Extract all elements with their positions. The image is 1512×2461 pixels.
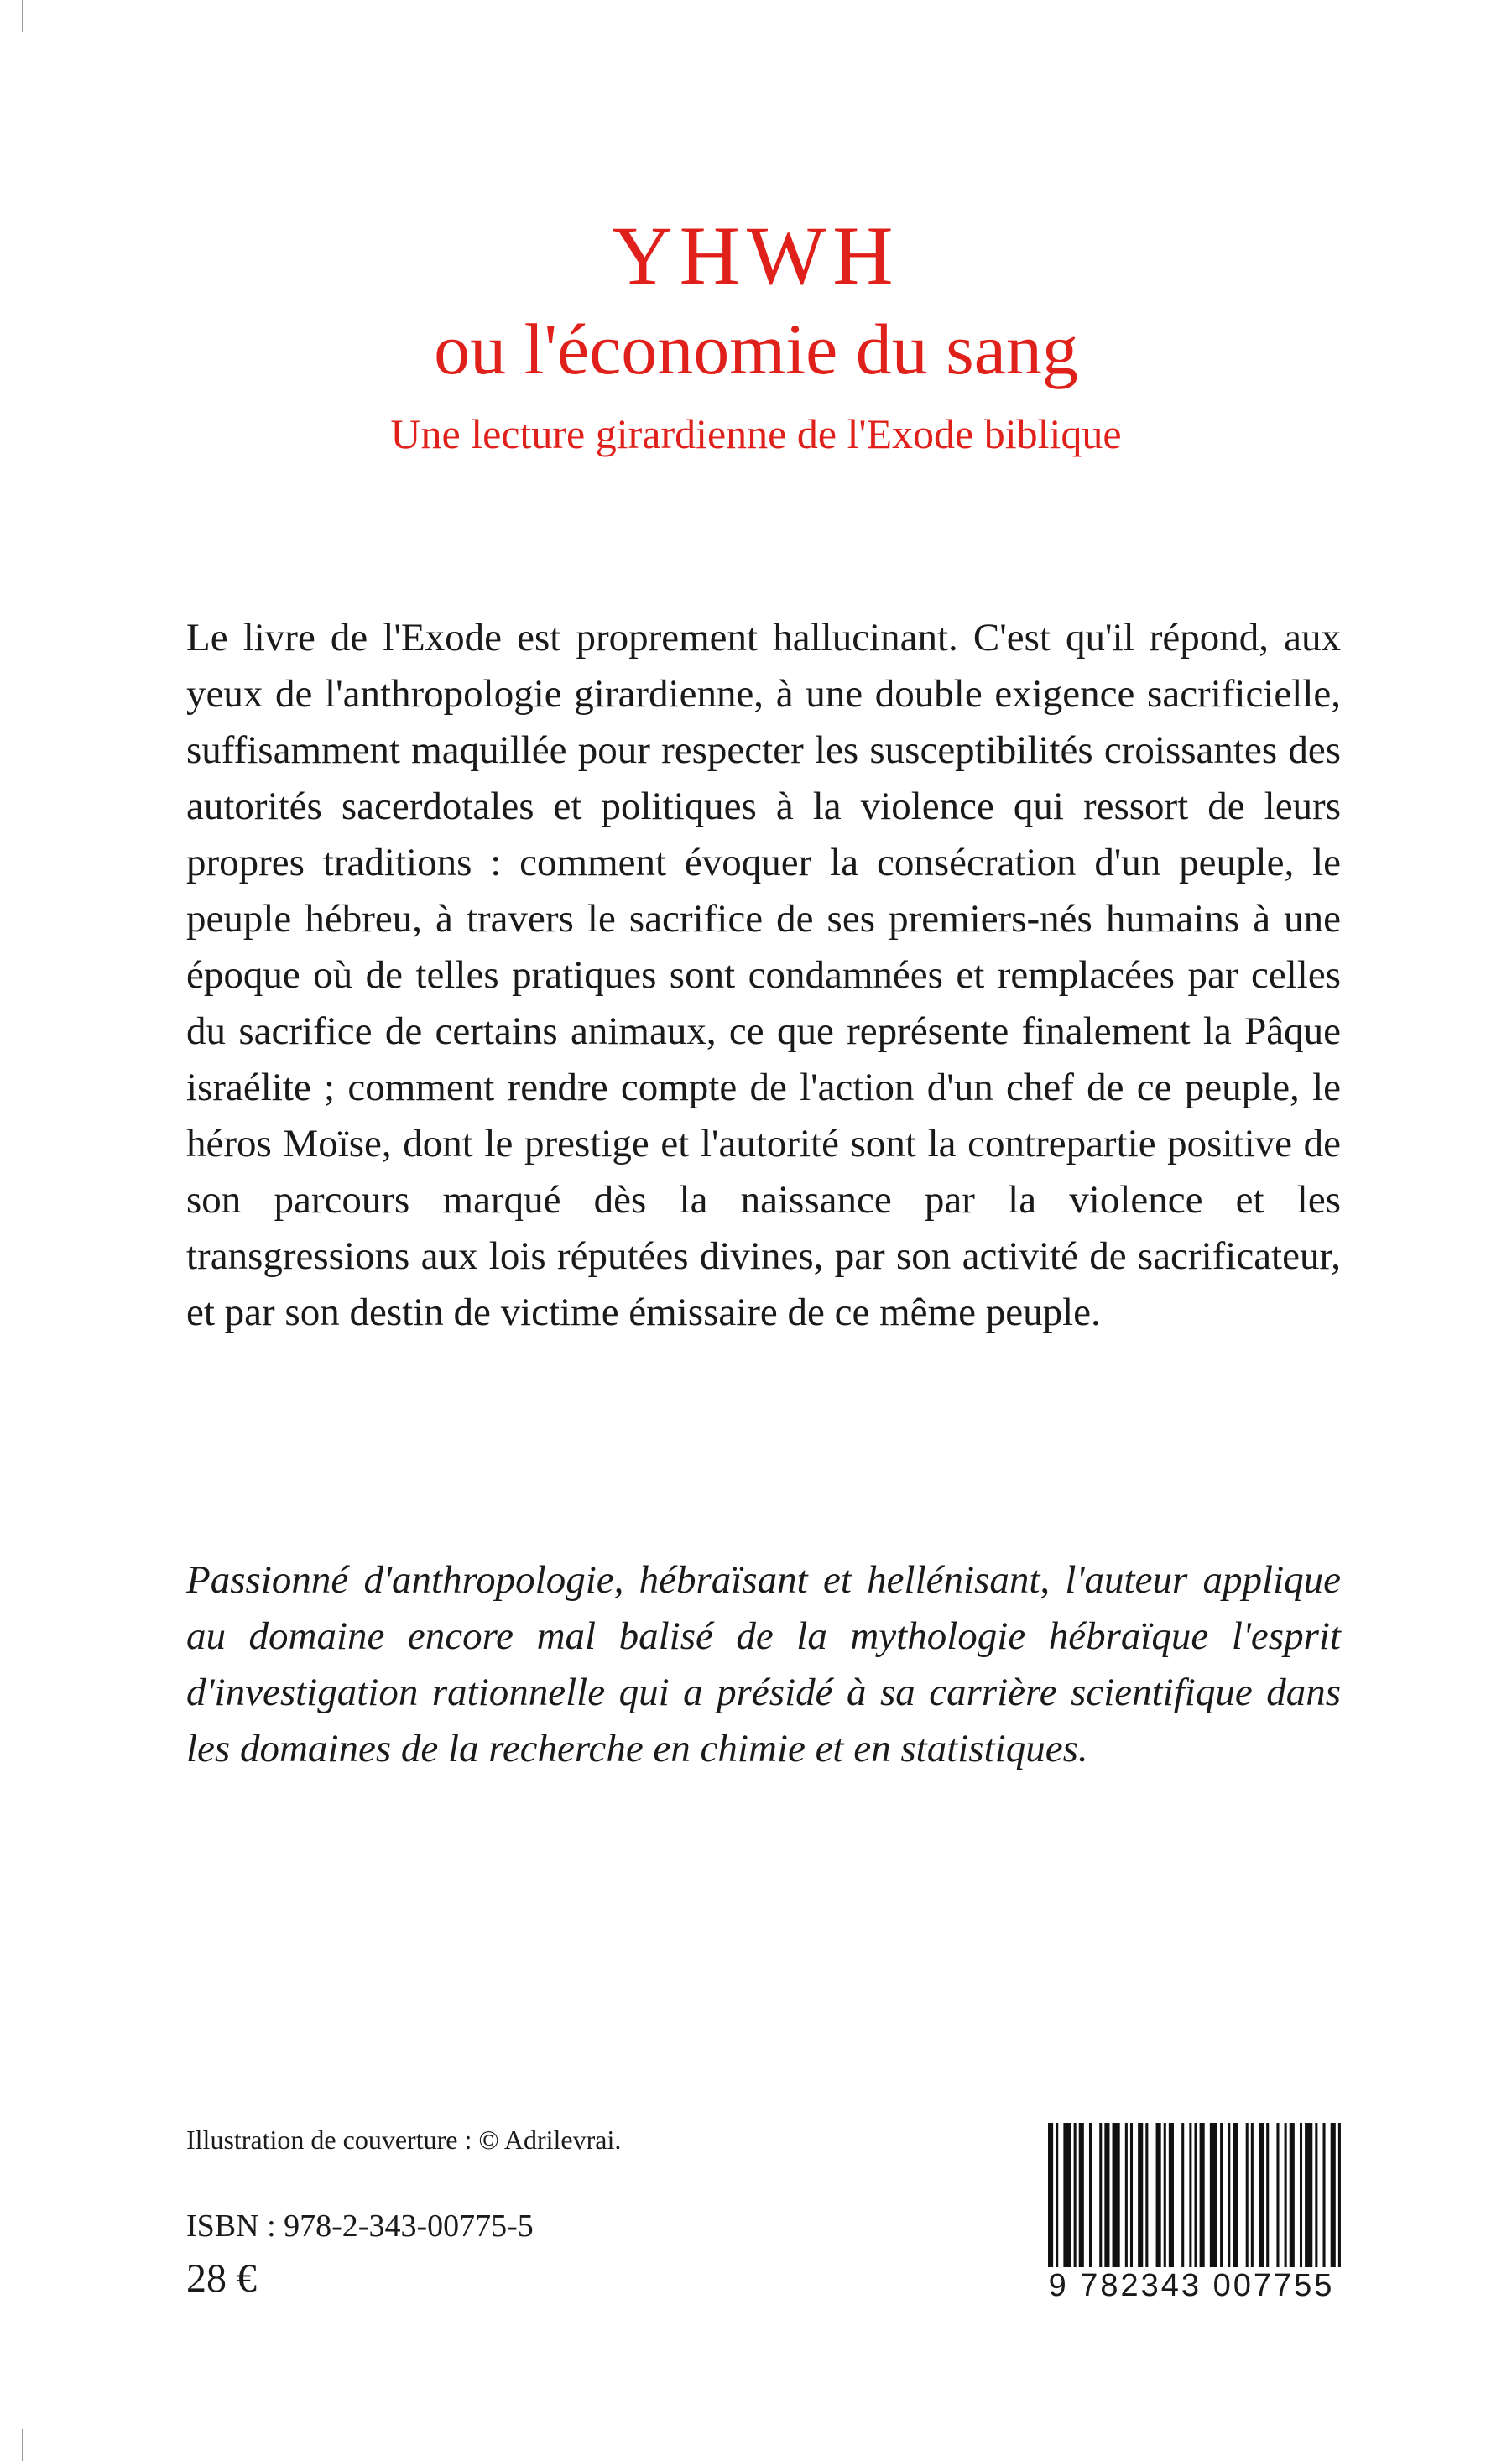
barcode-bar	[1266, 2123, 1269, 2267]
barcode-bar	[1063, 2123, 1071, 2267]
barcode-bar	[1079, 2123, 1084, 2267]
price: 28 €	[186, 2256, 257, 2301]
barcode-bar	[1305, 2123, 1312, 2267]
barcode-bar	[1130, 2123, 1133, 2267]
barcode-bar	[1138, 2123, 1143, 2267]
barcode-bar	[1156, 2123, 1161, 2267]
barcode-bar	[1125, 2123, 1128, 2267]
barcode-bar	[1331, 2123, 1336, 2267]
barcode-bars	[1048, 2123, 1343, 2267]
book-subtitle: Une lecture girardienne de l'Exode biblique	[390, 410, 1122, 457]
book-summary	[186, 610, 1341, 1341]
barcode-bar	[1285, 2123, 1287, 2267]
barcode-number: 9 782343 007755	[1048, 2268, 1335, 2303]
book-title: YHWH	[612, 209, 900, 302]
isbn: ISBN : 978-2-343-00775-5	[186, 2208, 534, 2244]
author-bio-paragraph: Passionné d'anthropologie, hébraïsant et hellénisant, l'auteur applique au domaine encore mal balisé de la mythologie hébraïque l'esprit d'investigation rationnelle qui a présidé à sa carrière scientifique dans les domaines de la recherche en chimie et en statistiques.	[186, 1558, 1341, 1770]
barcode-bar	[1164, 2123, 1166, 2267]
barcode-bar	[1300, 2123, 1302, 2267]
barcode-bar	[1220, 2123, 1223, 2267]
barcode-bar	[1104, 2123, 1109, 2267]
crop-mark-top	[22, 0, 23, 32]
barcode-bar	[1228, 2123, 1230, 2267]
barcode-bar	[1089, 2123, 1092, 2267]
barcode-bar	[1048, 2123, 1053, 2267]
barcode-bar	[1338, 2123, 1341, 2267]
barcode-bar	[1099, 2123, 1102, 2267]
barcode-bar	[1145, 2123, 1148, 2267]
barcode-bar	[1189, 2123, 1191, 2267]
barcode-bar	[1181, 2123, 1184, 2267]
barcode-bar	[1200, 2123, 1205, 2267]
barcode-bar	[1315, 2123, 1317, 2267]
illustration-credit: Illustration de couverture : © Adrilevrai.	[186, 2125, 622, 2155]
author-bio	[186, 1552, 1341, 1777]
crop-mark-bottom	[22, 2429, 23, 2461]
barcode-bar	[1169, 2123, 1174, 2267]
barcode-bar	[1233, 2123, 1238, 2267]
barcode-bar	[1251, 2123, 1254, 2267]
barcode-bar	[1323, 2123, 1326, 2267]
barcode-bar	[1056, 2123, 1058, 2267]
book-title-line-2: ou l'économie du sang	[434, 309, 1078, 389]
barcode-bar	[1246, 2123, 1249, 2267]
barcode-bar	[1276, 2123, 1279, 2267]
summary-paragraph: Le livre de l'Exode est proprement hallucinant. C'est qu'il répond, aux yeux de l'anthropologie girardienne, à une double exigence sacrificielle, suffisamment maquillée pour respecter les susceptibilités croissantes des autorités sacerdotales et politiques à la violence qui ressort de leurs propres traditions : comment évoquer la consécration d'un peuple, le peuple hébreu, à travers le sacrifice de ses premiers-nés humains à une époque où de telles pratiques sont condamnées et remplacées par celles du sacrifice de certains animaux, ce que représente finalement la Pâque israélite ; comment rendre compte de l'action d'un chef de ce peuple, le héros Moïse, dont le prestige et l'autorité sont la contrepartie positive de son parcours marqué dès la naissance par la violence et les transgressions aux lois réputées divines, par son activité de sacrificateur, et par son destin de victime émissaire de ce même peuple.	[186, 616, 1341, 1334]
barcode-bar	[1074, 2123, 1077, 2267]
barcode	[1048, 2123, 1343, 2267]
barcode-bar	[1194, 2123, 1197, 2267]
barcode-bar	[1290, 2123, 1295, 2267]
barcode-bar	[1210, 2123, 1217, 2267]
barcode-bar	[1259, 2123, 1264, 2267]
barcode-bar	[1113, 2123, 1120, 2267]
